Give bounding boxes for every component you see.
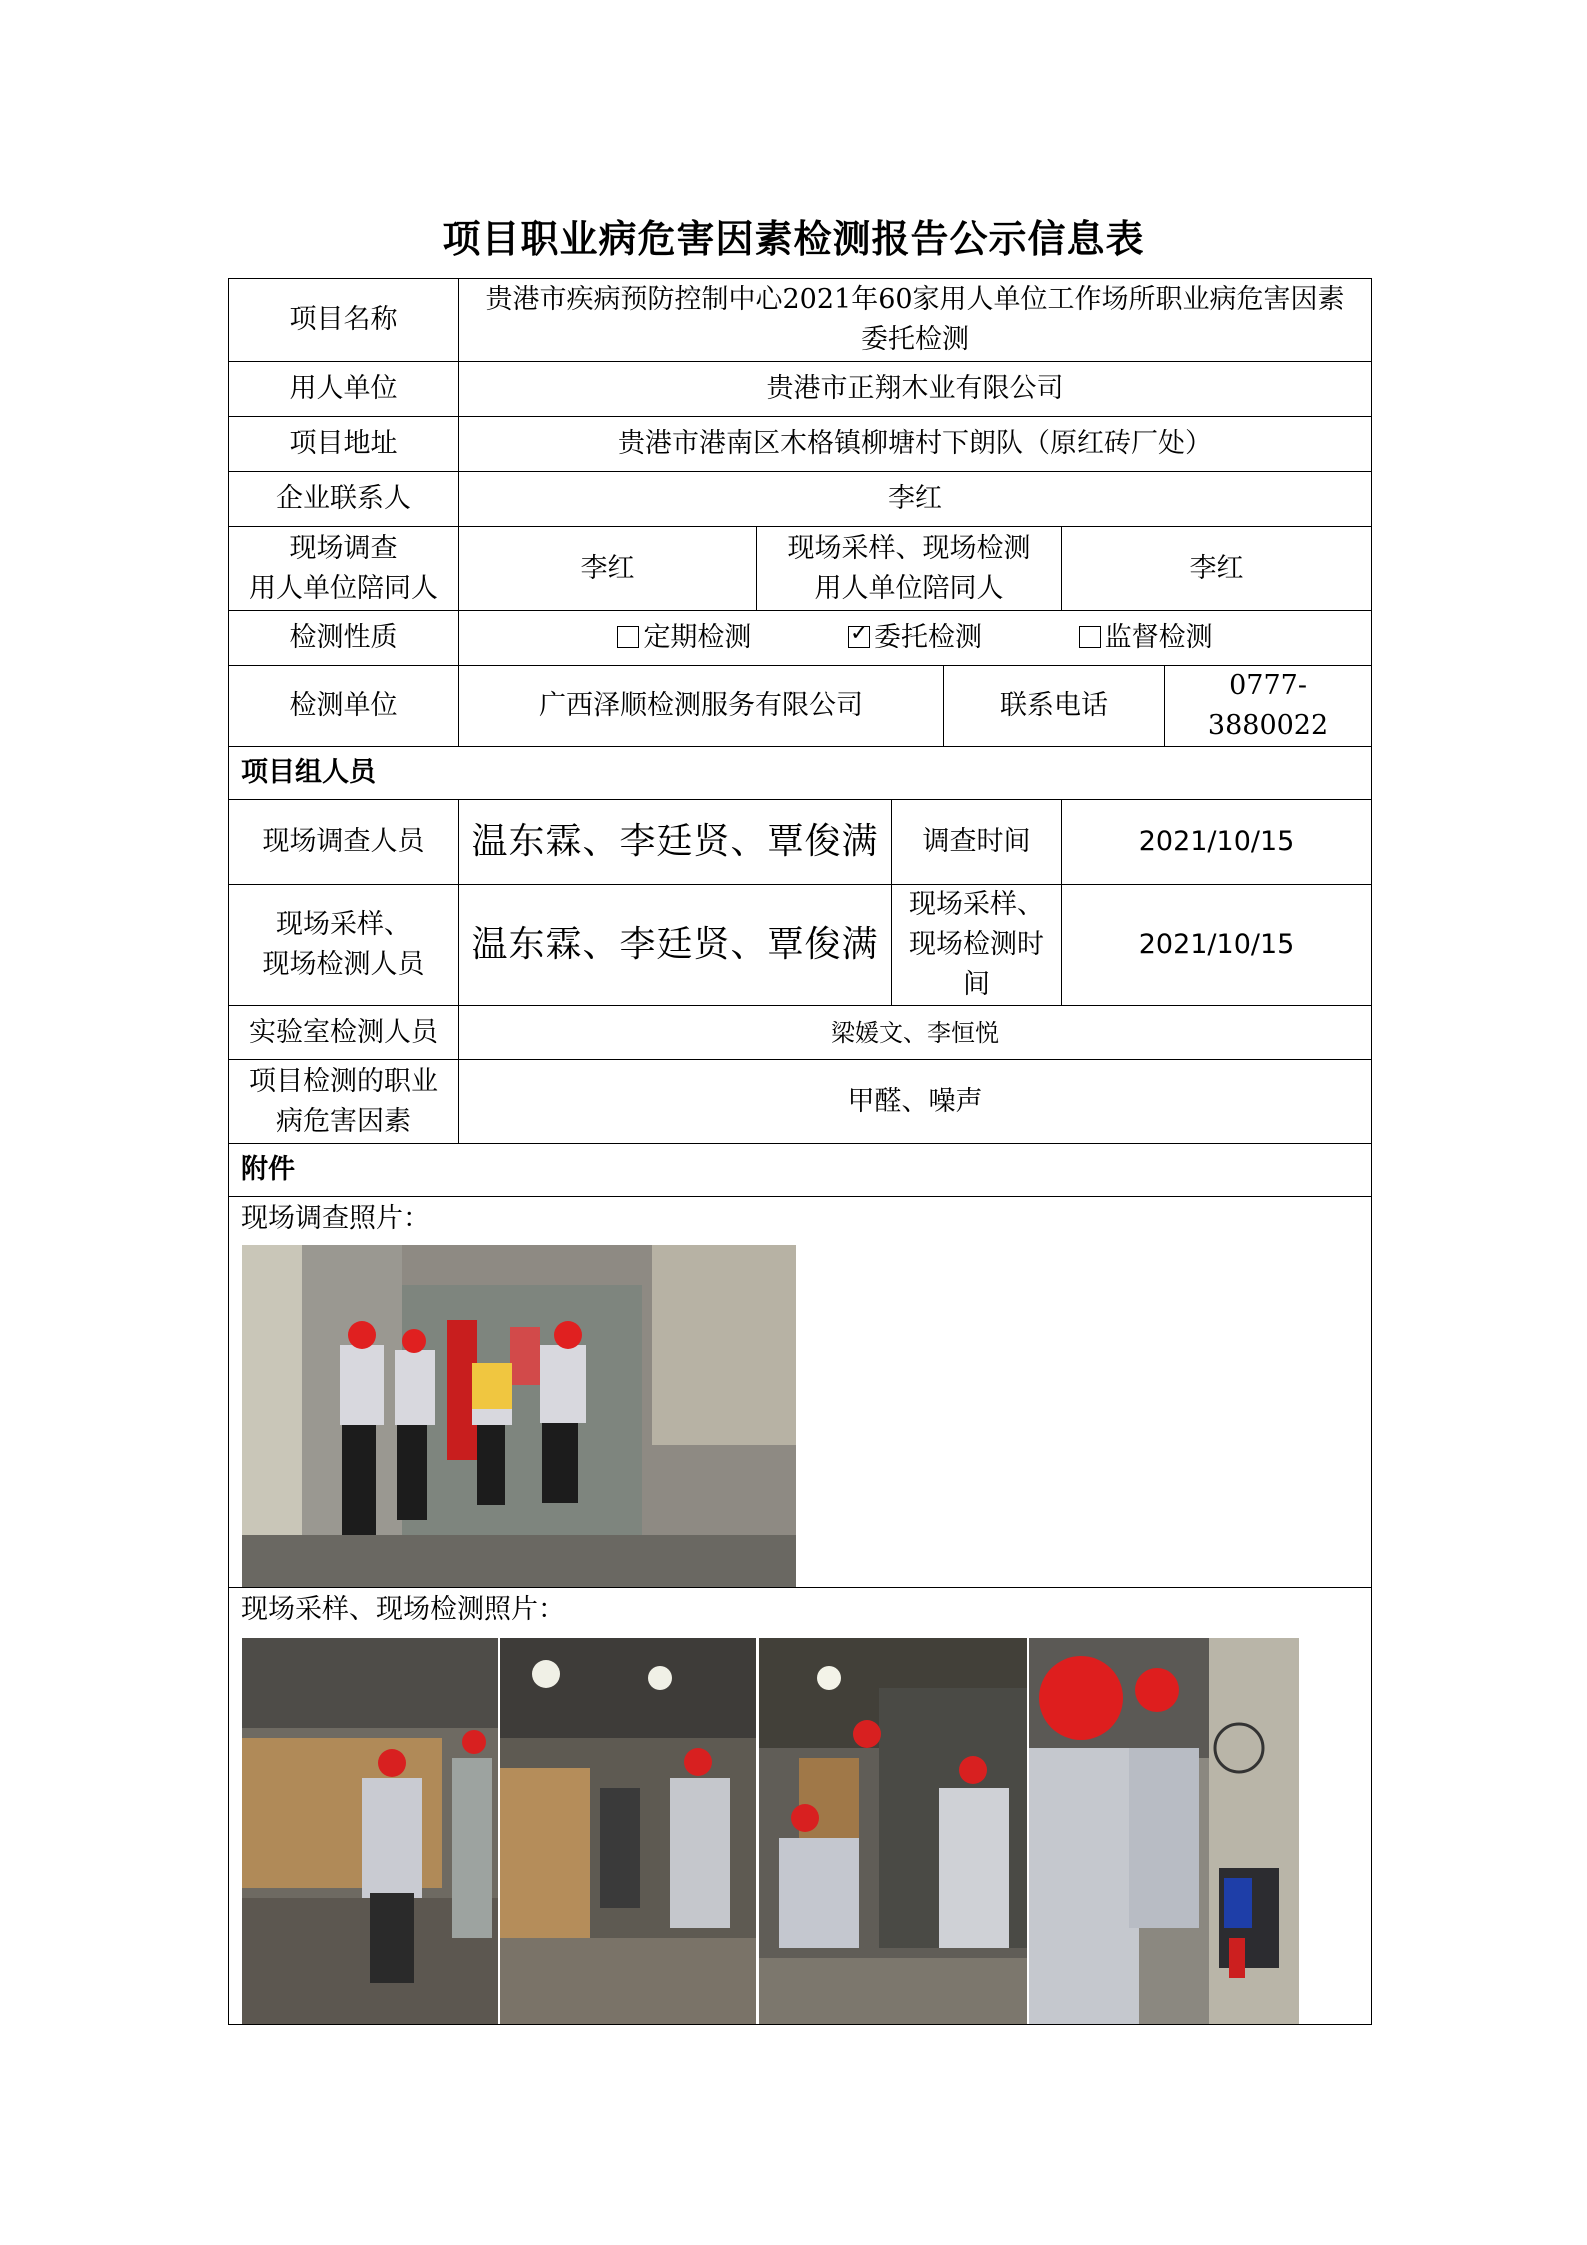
hazards-label <box>229 1060 459 1144</box>
sampling-time-label <box>892 885 1062 1006</box>
hazards-label-line2: 病危害因素 <box>276 1105 411 1137</box>
survey-staff-label: 现场调查人员 <box>229 800 459 885</box>
info-table <box>228 278 1372 2025</box>
sampling-time-label-line1: 现场采样、 <box>909 889 1044 920</box>
sampling-companion-label-line1: 现场采样、现场检测 <box>787 532 1031 564</box>
sampling-photo-1 <box>242 1638 498 2025</box>
sampling-photo-3 <box>759 1638 1027 2025</box>
employer-value: 贵港市正翔木业有限公司 <box>459 362 1372 417</box>
contact-label: 企业联系人 <box>229 472 459 527</box>
survey-photo-label: 现场调查照片： <box>241 1203 430 1234</box>
employer-label: 用人单位 <box>229 362 459 417</box>
lab-staff-label: 实验室检测人员 <box>229 1006 459 1060</box>
sampling-time-label-line2: 现场检测时间 <box>909 929 1044 1000</box>
sampling-photo-4 <box>1029 1638 1299 2025</box>
sampling-companion-label <box>757 527 1062 611</box>
check-mark-icon: ✓ <box>850 621 869 646</box>
survey-photo-image <box>242 1245 796 1588</box>
option-supervisory[interactable]: 监督检测 <box>1079 618 1213 658</box>
lab-unit-value: 广西泽顺检测服务有限公司 <box>459 666 944 747</box>
sampling-photo-2 <box>500 1638 756 2025</box>
sampling-companion-label-line2: 用人单位陪同人 <box>814 572 1004 604</box>
survey-companion-label-line1: 现场调查 <box>289 532 398 564</box>
project-name-label: 项目名称 <box>229 279 459 362</box>
checkbox-commissioned[interactable] <box>848 621 870 648</box>
project-name-value: 贵港市疾病预防控制中心2021年60家用人单位工作场所职业病危害因素委托检测 <box>459 279 1372 362</box>
survey-time-value: 2021/10/15 <box>1062 800 1372 885</box>
survey-photo <box>242 1245 796 1588</box>
attachments-section-header: 附件 <box>229 1144 1372 1197</box>
sampling-photo-label: 现场采样、现场检测照片： <box>241 1594 565 1625</box>
lab-unit-label: 检测单位 <box>229 666 459 747</box>
sampling-staff-label <box>229 885 459 1006</box>
sampling-staff-label-line1: 现场采样、 <box>276 909 411 940</box>
survey-staff-value: 温东霖、李廷贤、覃俊满 <box>459 800 892 885</box>
sampling-companion-value: 李红 <box>1062 527 1372 611</box>
hazards-value: 甲醛、噪声 <box>459 1060 1372 1144</box>
option-periodic[interactable]: 定期检测 <box>617 618 751 658</box>
team-section-header: 项目组人员 <box>229 747 1372 800</box>
phone-label: 联系电话 <box>944 666 1165 747</box>
sampling-time-value: 2021/10/15 <box>1062 885 1372 1006</box>
address-label: 项目地址 <box>229 417 459 472</box>
lab-staff-value: 梁媛文、李恒悦 <box>459 1006 1372 1060</box>
sampling-staff-value: 温东霖、李廷贤、覃俊满 <box>459 885 892 1006</box>
contact-value: 李红 <box>459 472 1372 527</box>
survey-photo-cell <box>229 1197 1372 1588</box>
phone-value: 0777-3880022 <box>1165 666 1372 747</box>
page-title: 项目职业病危害因素检测报告公示信息表 <box>442 216 1145 261</box>
survey-companion-value: 李红 <box>459 527 757 611</box>
checkbox-supervisory[interactable] <box>1079 626 1101 648</box>
sampling-staff-label-line2: 现场检测人员 <box>262 949 425 980</box>
checkbox-periodic[interactable] <box>617 626 639 648</box>
survey-companion-label <box>229 527 459 611</box>
option-commissioned[interactable]: ✓ 委托检测 <box>850 621 983 653</box>
nature-options <box>459 611 1372 666</box>
hazards-label-line1: 项目检测的职业 <box>249 1065 438 1097</box>
nature-label: 检测性质 <box>229 611 459 666</box>
address-value: 贵港市港南区木格镇柳塘村下朗队（原红砖厂处） <box>459 417 1372 472</box>
sampling-photo-cell <box>229 1588 1372 2025</box>
survey-companion-label-line2: 用人单位陪同人 <box>249 572 438 604</box>
survey-time-label: 调查时间 <box>892 800 1062 885</box>
